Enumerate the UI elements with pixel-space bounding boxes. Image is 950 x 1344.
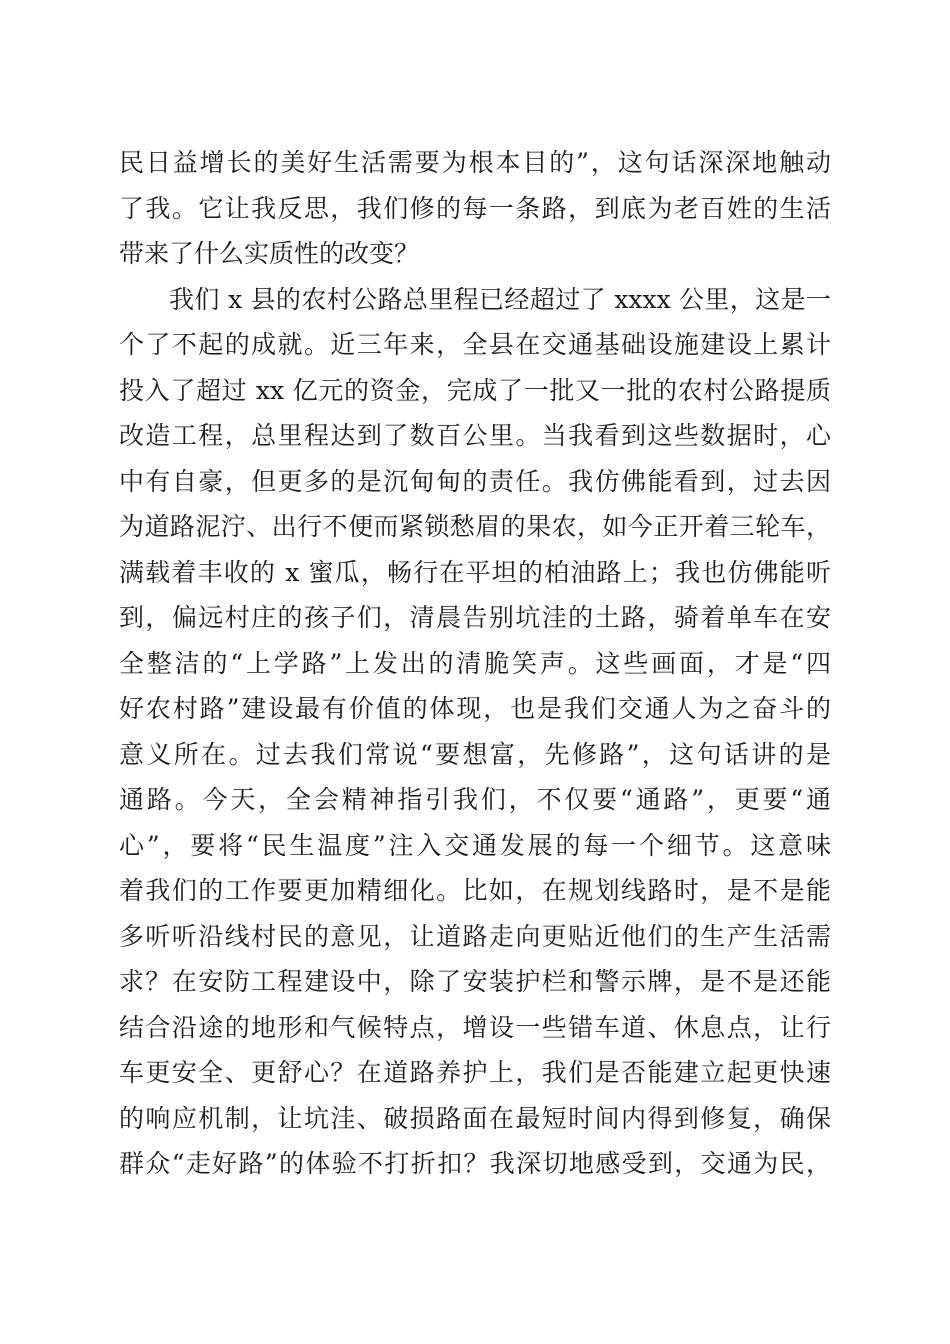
text-line: 为道路泥泞、出行不便而紧锁愁眉的果农，如今正开着三轮车， [119, 512, 831, 541]
text-line: 个了不起的成就。近三年来，全县在交通基础设施建设上累计 [119, 330, 831, 359]
text-line: 中有自豪，但更多的是沉甸甸的责任。我仿佛能看到，过去因 [119, 466, 831, 496]
paragraph [119, 277, 831, 1187]
paragraph [119, 140, 831, 277]
text-line: 通路。今天，全会精神指引我们，不仅要“通路”，更要“通 [119, 785, 831, 814]
text-line: 民日益增长的美好生活需要为根本目的”，这句话深深地触动 [119, 148, 831, 177]
text-line: 着我们的工作要更加精细化。比如，在规划线路时，是不是能 [119, 876, 831, 905]
text-line: 带来了什么实质性的改变？ [119, 239, 420, 268]
text-line: 多听听沿线村民的意见，让道路走向更贴近他们的生产生活需 [119, 921, 831, 951]
text-line: 投入了超过 xx 亿元的资金，完成了一批又一批的农村公路提质 [119, 375, 831, 405]
text-line: 心”，要将“民生温度”注入交通发展的每一个细节。这意味 [119, 830, 831, 860]
text-line: 意义所在。过去我们常说“要想富，先修路”，这句话讲的是 [119, 739, 831, 769]
text-line: 满载着丰收的 x 蜜瓜，畅行在平坦的柏油路上；我也仿佛能听 [119, 557, 831, 587]
text-line: 到，偏远村庄的孩子们，清晨告别坑洼的土路，骑着单车在安 [119, 603, 831, 632]
text-line: 群众“走好路”的体验不打折扣？我深切地感受到，交通为民， [119, 1149, 831, 1178]
text-line: 我们 x 县的农村公路总里程已经超过了 xxxx 公里，这是一 [169, 284, 831, 314]
text-line: 改造工程，总里程达到了数百公里。当我看到这些数据时，心 [119, 421, 831, 450]
text-line: 的响应机制，让坑洼、破损路面在最短时间内得到修复，确保 [119, 1103, 831, 1133]
text-line: 全整洁的“上学路”上发出的清脆笑声。这些画面，才是“四 [119, 648, 831, 678]
body-text [119, 140, 831, 1187]
text-line: 了我。它让我反思，我们修的每一条路，到底为老百姓的生活 [119, 193, 831, 223]
text-line: 结合沿途的地形和气候特点，增设一些错车道、休息点，让行 [119, 1012, 831, 1042]
text-line: 车更安全、更舒心？在道路养护上，我们是否能建立起更快速 [119, 1058, 831, 1087]
text-line: 求？在安防工程建设中，除了安装护栏和警示牌，是不是还能 [119, 967, 831, 996]
text-line: 好农村路”建设最有价值的体现，也是我们交通人为之奋斗的 [119, 694, 831, 723]
